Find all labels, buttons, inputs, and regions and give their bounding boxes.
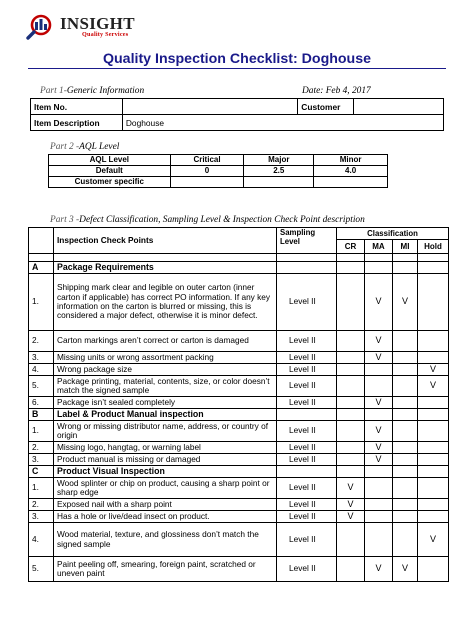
aql-header-critical: Critical [170,155,244,166]
section-empty-cell [393,409,418,421]
item-cr-mark[interactable] [337,376,365,397]
aql-major-value: 2.5 [244,166,314,177]
item-number: 2. [29,331,54,352]
item-mi-mark[interactable] [393,523,418,557]
item-description-value[interactable]: Doghouse [122,115,443,131]
section-letter: A [29,262,54,274]
item-description: Package printing, material, contents, size, or color doesn’t match the signed sample [54,376,277,397]
checklist-item-row [29,499,449,511]
item-no-label: Item No. [31,99,123,115]
item-number: 1. [29,478,54,499]
item-hold-mark[interactable]: V [418,364,449,376]
item-sampling-level: Level II [277,557,337,582]
item-sampling-level: Level II [277,523,337,557]
item-hold-mark[interactable] [418,557,449,582]
item-ma-mark[interactable] [365,523,393,557]
item-ma-mark[interactable]: V [365,274,393,331]
section-empty-cell [337,409,365,421]
checklist-item-row [29,331,449,352]
item-description: Wood splinter or chip on product, causing a sharp point or sharp edge [54,478,277,499]
item-ma-mark[interactable]: V [365,397,393,409]
item-ma-mark[interactable] [365,499,393,511]
section-title: Product Visual Inspection [54,466,277,478]
item-cr-mark[interactable]: V [337,511,365,523]
item-number: 1. [29,274,54,331]
item-description: Paint peeling off, smearing, foreign paint, scratched or uneven paint [54,557,277,582]
aql-header-major: Major [244,155,314,166]
checklist-item-row [29,442,449,454]
item-hold-mark[interactable] [418,454,449,466]
section-title: Package Requirements [54,262,277,274]
item-mi-mark[interactable] [393,397,418,409]
section-empty-cell [418,409,449,421]
item-hold-mark[interactable] [418,511,449,523]
item-description: Exposed nail with a sharp point [54,499,277,511]
aql-row-name: Customer specific [49,177,171,188]
item-hold-mark[interactable] [418,478,449,499]
item-mi-mark[interactable] [393,352,418,364]
item-hold-mark[interactable] [418,421,449,442]
checklist-item-row [29,274,449,331]
header-blank [29,228,54,254]
item-mi-mark[interactable]: V [393,557,418,582]
aql-header-row [49,155,388,166]
item-mi-mark[interactable] [393,454,418,466]
page-title: Quality Inspection Checklist: Doghouse [102,51,372,67]
section-empty-cell [277,466,337,478]
item-sampling-level: Level II [277,442,337,454]
item-cr-mark[interactable] [337,274,365,331]
item-cr-mark[interactable] [337,421,365,442]
item-ma-mark[interactable] [365,478,393,499]
magnifier-logo-icon [26,14,60,40]
item-number: 5. [29,376,54,397]
item-number: 3. [29,352,54,364]
spacer-cell [29,254,54,262]
item-cr-mark[interactable] [337,454,365,466]
item-description: Wood material, texture, and glossiness don’t match the signed sample [54,523,277,557]
item-ma-mark[interactable]: V [365,454,393,466]
section-empty-cell [337,466,365,478]
item-cr-mark[interactable] [337,442,365,454]
header-sampling-level: Sampling Level [277,228,337,254]
item-description: Missing units or wrong assortment packing [54,352,277,364]
section-empty-cell [365,409,393,421]
aql-header-minor: Minor [314,155,388,166]
item-hold-mark[interactable]: V [418,523,449,557]
item-ma-mark[interactable]: V [365,421,393,442]
item-mi-mark[interactable] [393,364,418,376]
item-sampling-level: Level II [277,376,337,397]
checklist-item-row [29,478,449,499]
item-cr-mark[interactable] [337,523,365,557]
title-divider [28,68,446,69]
item-description: Product manual is missing or damaged [54,454,277,466]
item-hold-mark[interactable] [418,331,449,352]
header-check-points: Inspection Check Points [54,228,277,254]
item-mi-mark[interactable] [393,499,418,511]
aql-major-value[interactable] [244,177,314,188]
item-sampling-level: Level II [277,478,337,499]
part1-label: Part 1-Generic Information [40,86,145,96]
item-ma-mark[interactable]: V [365,331,393,352]
item-description: Has a hole or live/dead insect on product. [54,511,277,523]
section-row [29,409,449,421]
logo-wordmark: INSIGHT [60,14,135,33]
item-ma-mark[interactable] [365,364,393,376]
inspection-checklist-table [28,227,449,582]
spacer-cell [337,254,365,262]
checklist-item-row [29,397,449,409]
aql-minor-value: 4.0 [314,166,388,177]
item-mi-mark[interactable] [393,376,418,397]
part3-label: Part 3 -Defect Classification, Sampling Level & Inspection Check Point description [50,215,365,225]
item-hold-mark[interactable]: V [418,376,449,397]
checklist-item-row [29,511,449,523]
customer-label: Customer [298,99,354,115]
item-cr-mark[interactable] [337,364,365,376]
section-empty-cell [418,466,449,478]
item-cr-mark[interactable]: V [337,499,365,511]
checklist-header-row [29,228,449,240]
spacer-cell [365,254,393,262]
item-cr-mark[interactable] [337,557,365,582]
checklist-item-row [29,523,449,557]
item-sampling-level: Level II [277,511,337,523]
item-number: 2. [29,499,54,511]
header-mi: MI [393,240,418,254]
section-empty-cell [418,262,449,274]
item-sampling-level: Level II [277,364,337,376]
checklist-item-row [29,364,449,376]
item-ma-mark[interactable] [365,376,393,397]
item-ma-mark[interactable]: V [365,442,393,454]
section-empty-cell [365,262,393,274]
section-empty-cell [277,262,337,274]
header-ma: MA [365,240,393,254]
item-sampling-level: Level II [277,274,337,331]
logo-tagline: Quality Services [82,31,129,38]
item-number: 4. [29,523,54,557]
generic-info-table [30,98,444,131]
item-description: Package isn’t sealed completely [54,397,277,409]
item-number: 6. [29,397,54,409]
item-number: 2. [29,442,54,454]
item-ma-mark[interactable]: V [365,557,393,582]
item-description: Wrong or missing distributor name, address, or country of origin [54,421,277,442]
aql-custom-row [49,177,388,188]
item-sampling-level: Level II [277,352,337,364]
item-description-label: Item Description [31,115,123,131]
insight-logo [26,14,146,40]
item-hold-mark[interactable] [418,274,449,331]
spacer-cell [393,254,418,262]
item-number: 3. [29,511,54,523]
checklist-item-row [29,421,449,442]
item-cr-mark[interactable]: V [337,478,365,499]
item-mi-mark[interactable]: V [393,274,418,331]
item-cr-mark[interactable] [337,397,365,409]
aql-default-row [49,166,388,177]
aql-critical-value[interactable] [170,177,244,188]
item-ma-mark[interactable]: V [365,352,393,364]
header-cr: CR [337,240,365,254]
date-label: Date: Feb 4, 2017 [302,86,371,96]
checklist-item-row [29,352,449,364]
section-empty-cell [393,466,418,478]
part2-label: Part 2 -AQL Level [50,142,120,152]
checklist-item-row [29,376,449,397]
section-empty-cell [365,466,393,478]
section-row [29,262,449,274]
item-hold-mark[interactable] [418,352,449,364]
item-sampling-level: Level II [277,331,337,352]
item-cr-mark[interactable] [337,352,365,364]
section-row [29,466,449,478]
item-description: Wrong package size [54,364,277,376]
spacer-row [29,254,449,262]
item-sampling-level: Level II [277,499,337,511]
item-description: Shipping mark clear and legible on outer carton (inner carton if applicable) has correct PO information. If any key information on the carton is blurred or missing, this is considered a major defect, otherwise it is minor defect. [54,274,277,331]
item-cr-mark[interactable] [337,331,365,352]
aql-minor-value[interactable] [314,177,388,188]
item-mi-mark[interactable] [393,478,418,499]
checklist-item-row [29,557,449,582]
item-hold-mark[interactable] [418,442,449,454]
section-letter: C [29,466,54,478]
item-ma-mark[interactable] [365,511,393,523]
item-hold-mark[interactable] [418,397,449,409]
item-number: 4. [29,364,54,376]
aql-critical-value: 0 [170,166,244,177]
item-sampling-level: Level II [277,454,337,466]
item-mi-mark[interactable] [393,442,418,454]
item-hold-mark[interactable] [418,499,449,511]
item-no-value[interactable] [122,99,297,115]
spacer-cell [54,254,277,262]
aql-header-level: AQL Level [49,155,171,166]
section-empty-cell [393,262,418,274]
aql-level-table [48,154,388,188]
header-hold: Hold [418,240,449,254]
aql-row-name: Default [49,166,171,177]
checklist-item-row [29,454,449,466]
section-title: Label & Product Manual inspection [54,409,277,421]
item-mi-mark[interactable] [393,331,418,352]
item-sampling-level: Level II [277,421,337,442]
item-number: 1. [29,421,54,442]
item-number: 3. [29,454,54,466]
item-number: 5. [29,557,54,582]
item-mi-mark[interactable] [393,511,418,523]
item-sampling-level: Level II [277,397,337,409]
section-letter: B [29,409,54,421]
item-description: Missing logo, hangtag, or warning label [54,442,277,454]
section-empty-cell [277,409,337,421]
section-empty-cell [337,262,365,274]
item-description: Carton markings aren’t correct or carton is damaged [54,331,277,352]
header-classification: Classification [337,228,449,240]
customer-value[interactable] [354,99,444,115]
spacer-cell [277,254,337,262]
item-mi-mark[interactable] [393,421,418,442]
spacer-cell [418,254,449,262]
